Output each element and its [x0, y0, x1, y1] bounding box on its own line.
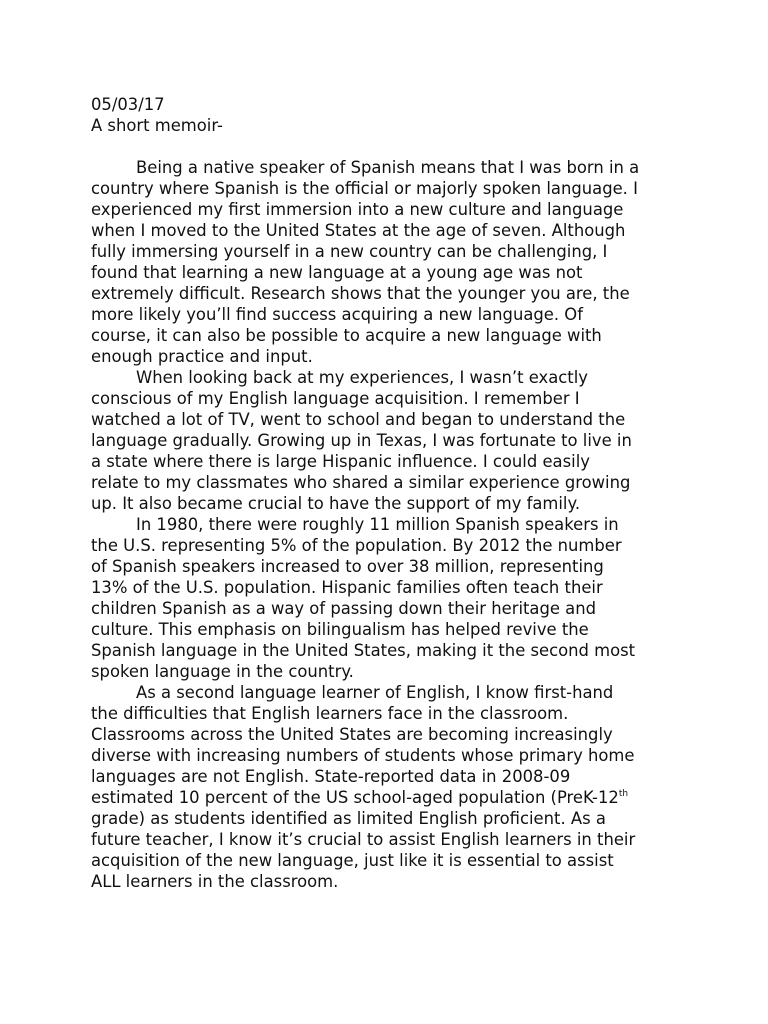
paragraph-2 [91, 367, 691, 514]
text-line [91, 850, 691, 871]
text-line-content: languages are not English. State-reported data in 2008-09 [91, 767, 571, 786]
text-line-content: acquisition of the new language, just like it is essential to assist [91, 851, 614, 870]
text-line-content: children Spanish as a way of passing down their heritage and [91, 599, 597, 618]
memoir-body [91, 157, 691, 892]
text-line-content: the U.S. representing 5% of the population. By 2012 the number [91, 536, 622, 555]
text-line [91, 262, 691, 283]
document-date: 05/03/17 [91, 95, 165, 114]
text-line [91, 682, 691, 703]
text-line [91, 745, 691, 766]
text-line-content: up. It also became crucial to have the support of my family. [91, 494, 581, 513]
text-line-content: diverse with increasing numbers of students whose primary home [91, 746, 635, 765]
text-line-content: grade) as students identified as limited English proficient. As a [91, 809, 606, 828]
text-line-content: conscious of my English language acquisition. I remember I [91, 389, 580, 408]
text-line [91, 304, 691, 325]
text-line-content: Being a native speaker of Spanish means that I was born in a [136, 158, 640, 177]
text-line-content: When looking back at my experiences, I wasn’t exactly [136, 368, 588, 387]
document-page [91, 94, 691, 892]
text-line-content: ALL learners in the classroom. [91, 872, 339, 891]
text-line-content: spoken language in the country. [91, 662, 354, 681]
text-line-content: when I moved to the United States at the age of seven. Although [91, 221, 626, 240]
text-line [91, 766, 691, 787]
text-line [91, 409, 691, 430]
paragraph-1 [91, 157, 691, 367]
text-line [91, 451, 691, 472]
text-line-content: a state where there is large Hispanic influence. I could easily [91, 452, 590, 471]
paragraph-4 [91, 682, 691, 892]
text-line-content: future teacher, I know it’s crucial to assist English learners in their [91, 830, 636, 849]
text-line [91, 640, 691, 661]
text-line [91, 724, 691, 745]
text-line [91, 619, 691, 640]
text-line [91, 178, 691, 199]
text-line [91, 661, 691, 682]
blank-line [91, 136, 691, 157]
ordinal-superscript: th [618, 789, 629, 799]
text-line [91, 556, 691, 577]
text-line-content: relate to my classmates who shared a similar experience growing [91, 473, 631, 492]
text-line-content: of Spanish speakers increased to over 38 million, representing [91, 557, 604, 576]
document-title: A short memoir- [91, 116, 223, 135]
text-line [91, 829, 691, 850]
text-line [91, 493, 691, 514]
text-line-content: In 1980, there were roughly 11 million Spanish speakers in [136, 515, 619, 534]
text-line-content: watched a lot of TV, went to school and began to understand the [91, 410, 626, 429]
text-line [91, 703, 691, 724]
text-line-content: As a second language learner of English, I know first-hand [136, 683, 614, 702]
text-line-content: extremely difficult. Research shows that the younger you are, the [91, 284, 630, 303]
text-line [91, 283, 691, 304]
text-line-content: course, it can also be possible to acquire a new language with [91, 326, 602, 345]
text-line [91, 157, 691, 178]
text-line [91, 388, 691, 409]
text-line [91, 514, 691, 535]
text-line [91, 535, 691, 556]
text-line [91, 577, 691, 598]
text-line [91, 346, 691, 367]
text-line [91, 787, 691, 808]
text-line-content: experienced my first immersion into a new culture and language [91, 200, 624, 219]
text-line-content: the difficulties that English learners face in the classroom. [91, 704, 569, 723]
text-line-content: Classrooms across the United States are becoming increasingly [91, 725, 613, 744]
paragraph-3 [91, 514, 691, 682]
text-line-content: more likely you’ll find success acquiring a new language. Of [91, 305, 583, 324]
text-line-content: Spanish language in the United States, making it the second most [91, 641, 636, 660]
text-line-content: culture. This emphasis on bilingualism has helped revive the [91, 620, 589, 639]
text-line [91, 199, 691, 220]
text-line [91, 220, 691, 241]
text-line [91, 871, 691, 892]
text-line-content: fully immersing yourself in a new country can be challenging, I [91, 242, 608, 261]
text-line-content: found that learning a new language at a young age was not [91, 263, 583, 282]
text-line-content: estimated 10 percent of the US school-aged population (PreK-12 [91, 788, 619, 807]
text-line [91, 241, 691, 262]
text-line [91, 430, 691, 451]
text-line [91, 367, 691, 388]
text-line [91, 472, 691, 493]
text-line-content: 13% of the U.S. population. Hispanic families often teach their [91, 578, 603, 597]
text-line [91, 808, 691, 829]
text-line-content: country where Spanish is the official or majorly spoken language. I [91, 179, 638, 198]
text-line-content: language gradually. Growing up in Texas, I was fortunate to live in [91, 431, 632, 450]
text-line [91, 598, 691, 619]
text-line [91, 325, 691, 346]
text-line-content: enough practice and input. [91, 347, 313, 366]
